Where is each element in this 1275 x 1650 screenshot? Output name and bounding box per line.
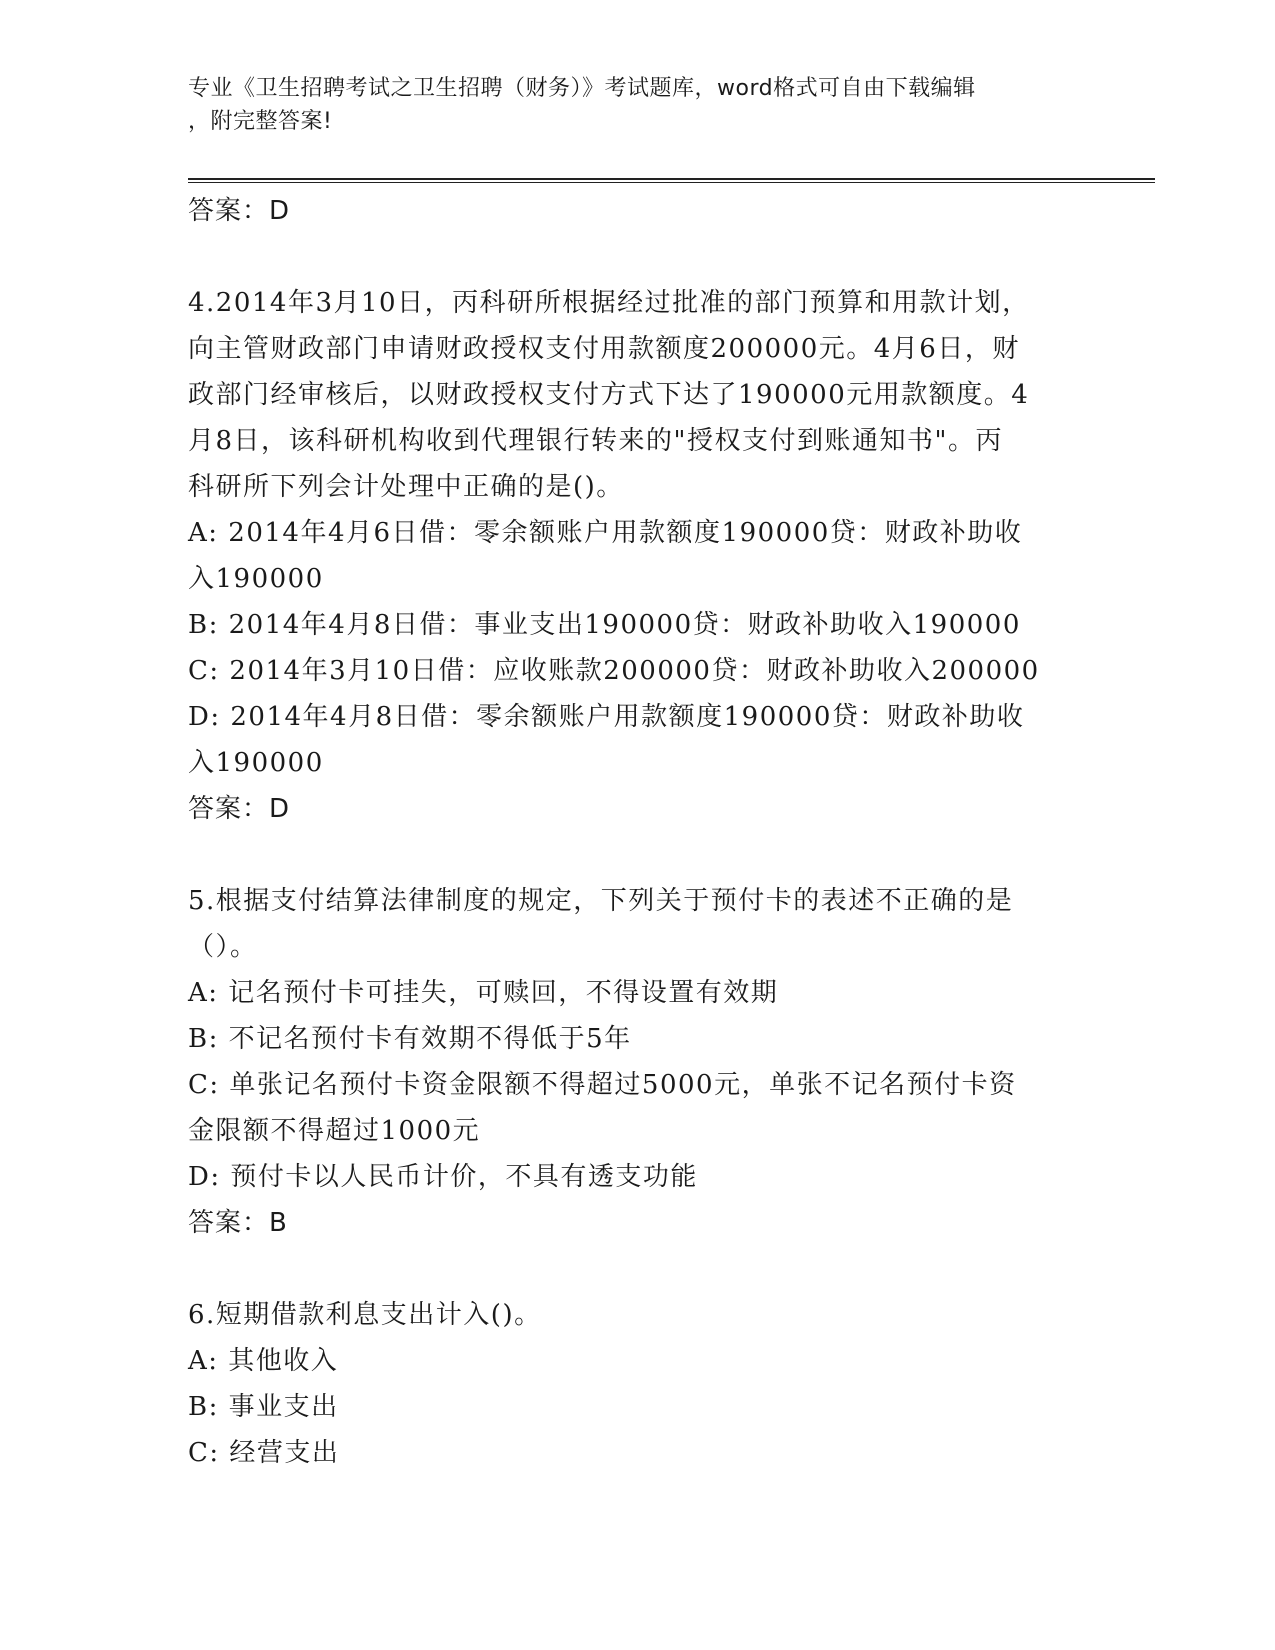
document-body xyxy=(188,188,1068,1476)
option-b: B: 2014年4月8日借：事业支出190000贷：财政补助收入190000 xyxy=(188,610,1021,640)
question-5 xyxy=(188,878,1068,1246)
option-c: C: 单张记名预付卡资金限额不得超过5000元，单张不记名预付卡资 xyxy=(188,1070,1017,1100)
question-text-line: 6.短期借款利息支出计入()。 xyxy=(188,1300,542,1330)
option-d: D: 预付卡以人民币计价，不具有透支功能 xyxy=(188,1162,698,1192)
header-rule xyxy=(188,178,1155,180)
option-a: A: 记名预付卡可挂失，可赎回，不得设置有效期 xyxy=(188,978,779,1008)
option-b: B: 事业支出 xyxy=(188,1392,339,1422)
question-text-line: 政部门经审核后，以财政授权支付方式下达了190000元用款额度。4 xyxy=(188,380,1030,410)
header-line-1: 专业《卫生招聘考试之卫生招聘（财务）》考试题库，word格式可自由下载编辑 xyxy=(188,76,976,101)
option-d-cont: 入190000 xyxy=(188,748,324,778)
answer: 答案：D xyxy=(188,794,291,824)
option-c: C: 经营支出 xyxy=(188,1438,340,1468)
question-text-line: 向主管财政部门申请财政授权支付用款额度200000元。4月6日，财 xyxy=(188,334,1020,364)
question-text-line: 5.根据支付结算法律制度的规定，下列关于预付卡的表述不正确的是 xyxy=(188,886,1014,916)
question-text-line: 科研所下列会计处理中正确的是()。 xyxy=(188,472,624,502)
option-c: C: 2014年3月10日借：应收账款200000贷：财政补助收入200000 xyxy=(188,656,1040,686)
question-text-line: 4.2014年3月10日，丙科研所根据经过批准的部门预算和用款计划， xyxy=(188,288,1030,318)
question-4 xyxy=(188,280,1068,832)
option-a-cont: 入190000 xyxy=(188,564,324,594)
option-c-cont: 金限额不得超过1000元 xyxy=(188,1116,481,1146)
question-6 xyxy=(188,1292,1068,1476)
answer: 答案：B xyxy=(188,1208,288,1238)
option-d: D: 2014年4月8日借：零余额账户用款额度190000贷：财政补助收 xyxy=(188,702,1025,732)
option-b: B: 不记名预付卡有效期不得低于5年 xyxy=(188,1024,632,1054)
page-header xyxy=(188,72,1068,138)
header-line-2: ，附完整答案! xyxy=(188,109,333,134)
spacer xyxy=(188,1246,1068,1292)
header-rule-thin xyxy=(188,182,1155,183)
question-text-line: 月8日，该科研机构收到代理银行转来的"授权支付到账通知书"。丙 xyxy=(188,426,1003,456)
question-text-line: （）。 xyxy=(188,932,258,962)
previous-answer: 答案：D xyxy=(188,196,291,226)
option-a: A: 其他收入 xyxy=(188,1346,339,1376)
option-a: A: 2014年4月6日借：零余额账户用款额度190000贷：财政补助收 xyxy=(188,518,1023,548)
spacer xyxy=(188,234,1068,280)
spacer xyxy=(188,832,1068,878)
